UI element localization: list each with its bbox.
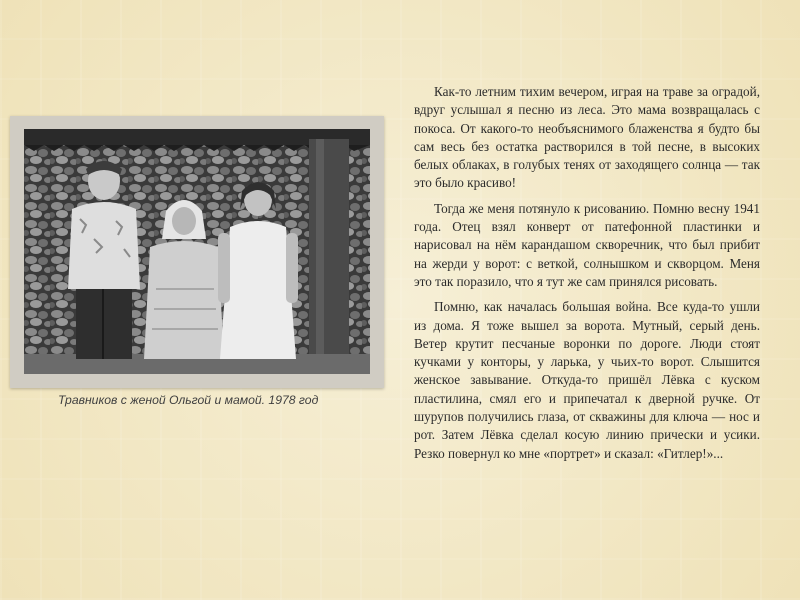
story-paragraph: Помню, как началась большая война. Все куда-то ушли из дома. Я тоже вышел за ворота. Мутный, серый день. Ветер крутит песчаные воронки по дороге. Люди стоят кучками у конторы, у ларька, у чьих-то ворот. Слышится женское завывание. Откуда-то пришёл Лёвка с куском пластилина, смял его и припечатал к дверной ручке. От шурупов получились глаза, от скважины для ключа — нос и рот. Затем Лёвка сделал косую линию прически и усики. Резко повернул ко мне «портрет» и сказал: «Гитлер!»... <box>414 299 760 461</box>
photo-frame <box>10 116 384 388</box>
photo-caption: Травников с женой Ольгой и мамой. 1978 год <box>58 393 319 407</box>
family-photo <box>24 129 370 374</box>
story-text <box>414 83 760 470</box>
story-paragraph: Тогда же меня потянуло к рисованию. Помню весну 1941 года. Отец взял конверт от патефонной пластинки и нарисовал на нём карандашом скворечник, что был прибит на жерди у ворот: с веткой, солнышком и скворцом. Меня это так поразило, что я тут же сам принялся рисовать. <box>414 200 760 289</box>
story-paragraph: Как-то летним тихим вечером, играя на траве за оградой, вдруг услышал я песню из леса. Это мама возвращалась с покоса. От какого-то необъяснимого блаженства я будто бы сам весь без остатка растворился в той песне, в высоких белых облаках, в голубых тенях от заходящего солнца — так это было красиво! <box>414 84 760 191</box>
